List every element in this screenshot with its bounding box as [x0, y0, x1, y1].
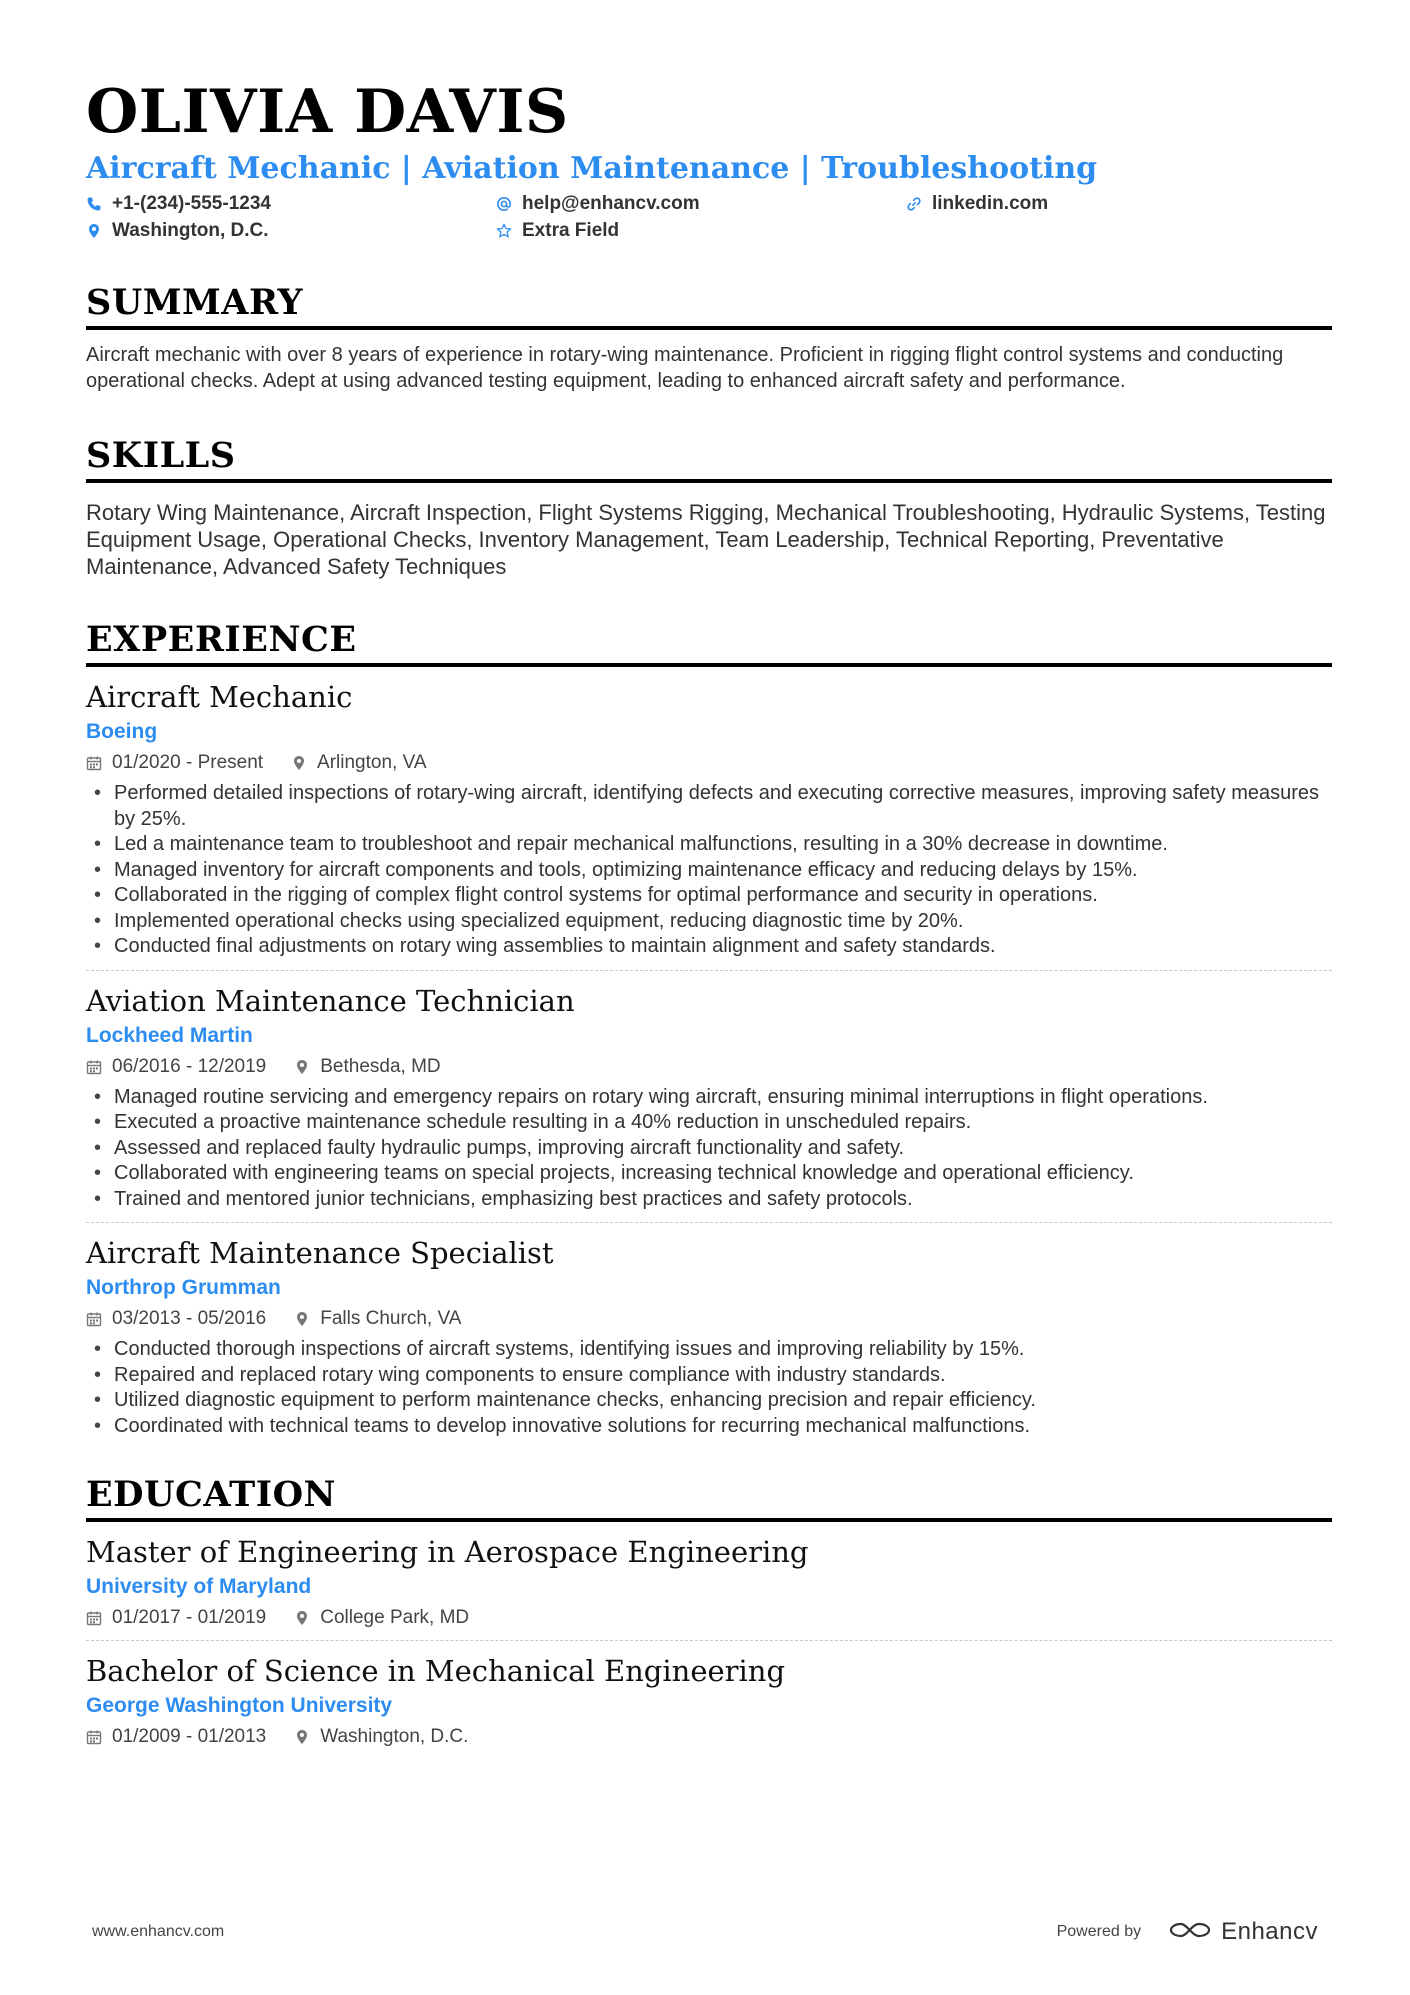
- job-bullet: • Collaborated with engineering teams on special projects, increasing technical knowledge and operational efficiency.: [86, 1161, 1332, 1187]
- phone-icon: [86, 196, 102, 212]
- job-bullet: • Trained and mentored junior technicians, emphasizing best practices and safety protocols.: [86, 1187, 1332, 1213]
- job-bullet: • Performed detailed inspections of rotary-wing aircraft, identifying defects and executing corrective measures, improving safety measures by 25%.: [86, 781, 1332, 832]
- experience-entry: [86, 1222, 1332, 1439]
- job-meta: [86, 1055, 1332, 1079]
- education-location: College Park, MD: [320, 1607, 470, 1628]
- job-bullet: • Implemented operational checks using specialized equipment, reducing diagnostic time by 20%.: [86, 909, 1332, 935]
- company-name: Boeing: [86, 720, 158, 743]
- experience-entry: [86, 970, 1332, 1213]
- summary-title: SUMMARY: [86, 285, 1332, 330]
- resume-header: [86, 77, 1332, 241]
- education-dates: 01/2017 - 01/2019: [112, 1607, 267, 1628]
- candidate-headline: Aircraft Mechanic | Aviation Maintenance | Troubleshooting: [86, 151, 1098, 186]
- calendar-icon: [86, 755, 102, 771]
- job-bullet: • Conducted thorough inspections of aircraft systems, identifying issues and improving reliability by 15%.: [86, 1337, 1332, 1363]
- map-pin-icon: [86, 223, 102, 239]
- location-pin-icon: [294, 1610, 310, 1626]
- phone-text: +1-(234)-555-1234: [112, 192, 271, 214]
- location-pin-icon: [294, 1059, 310, 1075]
- job-location: Bethesda, MD: [320, 1055, 441, 1077]
- skills-text: Rotary Wing Maintenance, Aircraft Inspection, Flight Systems Rigging, Mechanical Troubleshooting, Hydraulic Systems, Testing Equipment Usage, Operational Checks, Inventory Management, Team Leadership, Technical Reporting, Preventative Maintenance, Advanced Safety Techniques: [86, 500, 1326, 579]
- company-name: Lockheed Martin: [86, 1023, 253, 1047]
- page-footer: [92, 1917, 1318, 1947]
- job-bullet: • Managed routine servicing and emergency repairs on rotary wing aircraft, ensuring minimal interruptions in flight operations.: [86, 1085, 1332, 1111]
- education-entry: [86, 1522, 1332, 1630]
- experience-section: [86, 619, 1332, 1439]
- job-bullet: • Repaired and replaced rotary wing components to ensure compliance with industry standards.: [86, 1363, 1332, 1389]
- experience-entry: [86, 667, 1332, 960]
- contact-info: [86, 193, 1332, 241]
- company-name: Northrop Grumman: [86, 1276, 281, 1299]
- job-bullet: • Coordinated with technical teams to develop innovative solutions for recurring mechanical malfunctions.: [86, 1414, 1332, 1440]
- enhancv-brand-name: Enhancv: [1221, 1918, 1318, 1945]
- resume-content: [86, 77, 1332, 1749]
- job-dates: 03/2013 - 05/2016: [112, 1308, 267, 1329]
- link-icon: [906, 196, 922, 212]
- calendar-icon: [86, 1059, 102, 1075]
- job-bullets: [86, 781, 1332, 960]
- job-meta: [86, 751, 1332, 775]
- extra-field-text: Extra Field: [522, 219, 620, 241]
- location-pin-icon: [294, 1729, 310, 1745]
- calendar-icon: [86, 1610, 102, 1626]
- location-pin-icon: [294, 1311, 310, 1327]
- degree-title: Master of Engineering in Aerospace Engineering: [86, 1535, 809, 1569]
- education-section: [86, 1474, 1332, 1749]
- job-dates: 01/2020 - Present: [112, 752, 264, 773]
- job-bullet: • Conducted final adjustments on rotary wing assemblies to maintain alignment and safety standards.: [86, 934, 1332, 960]
- job-bullet: • Executed a proactive maintenance schedule resulting in a 40% reduction in unscheduled repairs.: [86, 1110, 1332, 1136]
- star-icon: [496, 223, 512, 239]
- location-text: Washington, D.C.: [112, 219, 269, 241]
- job-title: Aviation Maintenance Technician: [86, 983, 575, 1018]
- skills-title: SKILLS: [86, 438, 1332, 483]
- location-pin-icon: [291, 755, 307, 771]
- job-location: Falls Church, VA: [320, 1308, 462, 1329]
- enhancv-logo-icon: [1167, 1918, 1221, 1947]
- at-icon: [496, 196, 512, 212]
- footer-url[interactable]: www.enhancv.com: [92, 1923, 225, 1940]
- job-dates: 06/2016 - 12/2019: [112, 1055, 267, 1077]
- summary-section: [86, 282, 1332, 394]
- skills-section: [86, 435, 1332, 580]
- education-entry: [86, 1640, 1332, 1749]
- school-name: George Washington University: [86, 1694, 393, 1717]
- education-meta: [86, 1606, 1332, 1630]
- job-title: Aircraft Mechanic: [86, 680, 353, 714]
- contact-extra: [496, 220, 906, 241]
- contact-location: [86, 220, 496, 241]
- contact-phone[interactable]: [86, 193, 496, 214]
- school-name: University of Maryland: [86, 1575, 312, 1598]
- powered-by-text: Powered by: [1056, 1923, 1142, 1940]
- education-location: Washington, D.C.: [320, 1726, 469, 1747]
- education-dates: 01/2009 - 01/2013: [112, 1726, 267, 1747]
- job-bullet: • Led a maintenance team to troubleshoot and repair mechanical malfunctions, resulting in a 30% decrease in downtime.: [86, 832, 1332, 858]
- calendar-icon: [86, 1311, 102, 1327]
- job-bullet: • Managed inventory for aircraft components and tools, optimizing maintenance efficacy and reducing delays by 15%.: [86, 858, 1332, 884]
- job-bullet: • Collaborated in the rigging of complex flight control systems for optimal performance and security in operations.: [86, 883, 1332, 909]
- job-location: Arlington, VA: [317, 752, 427, 773]
- education-meta: [86, 1725, 1332, 1749]
- candidate-name: OLIVIA DAVIS: [86, 77, 569, 147]
- job-meta: [86, 1307, 1332, 1331]
- degree-title: Bachelor of Science in Mechanical Engineering: [86, 1654, 786, 1688]
- job-bullets: [86, 1085, 1332, 1213]
- footer-branding: [1057, 1918, 1318, 1947]
- job-title: Aircraft Maintenance Specialist: [86, 1236, 554, 1270]
- email-text: help@enhancv.com: [522, 192, 700, 214]
- job-bullet: • Assessed and replaced faulty hydraulic pumps, improving aircraft functionality and safety.: [86, 1136, 1332, 1162]
- experience-title: EXPERIENCE: [86, 622, 1332, 667]
- job-bullet: • Utilized diagnostic equipment to perform maintenance checks, enhancing precision and repair efficiency.: [86, 1388, 1332, 1414]
- enhancv-brand[interactable]: [1167, 1918, 1318, 1947]
- education-title: EDUCATION: [86, 1477, 1332, 1522]
- contact-email[interactable]: [496, 193, 906, 214]
- summary-text: Aircraft mechanic with over 8 years of experience in rotary-wing maintenance. Proficient in rigging flight control systems and conducting operational checks. Adept at using advanced testing equipment, leading to enhanced aircraft safety and performance.: [86, 344, 1284, 392]
- calendar-icon: [86, 1729, 102, 1745]
- linkedin-text: linkedin.com: [932, 192, 1049, 214]
- contact-linkedin[interactable]: [906, 193, 1326, 214]
- job-bullets: [86, 1337, 1332, 1439]
